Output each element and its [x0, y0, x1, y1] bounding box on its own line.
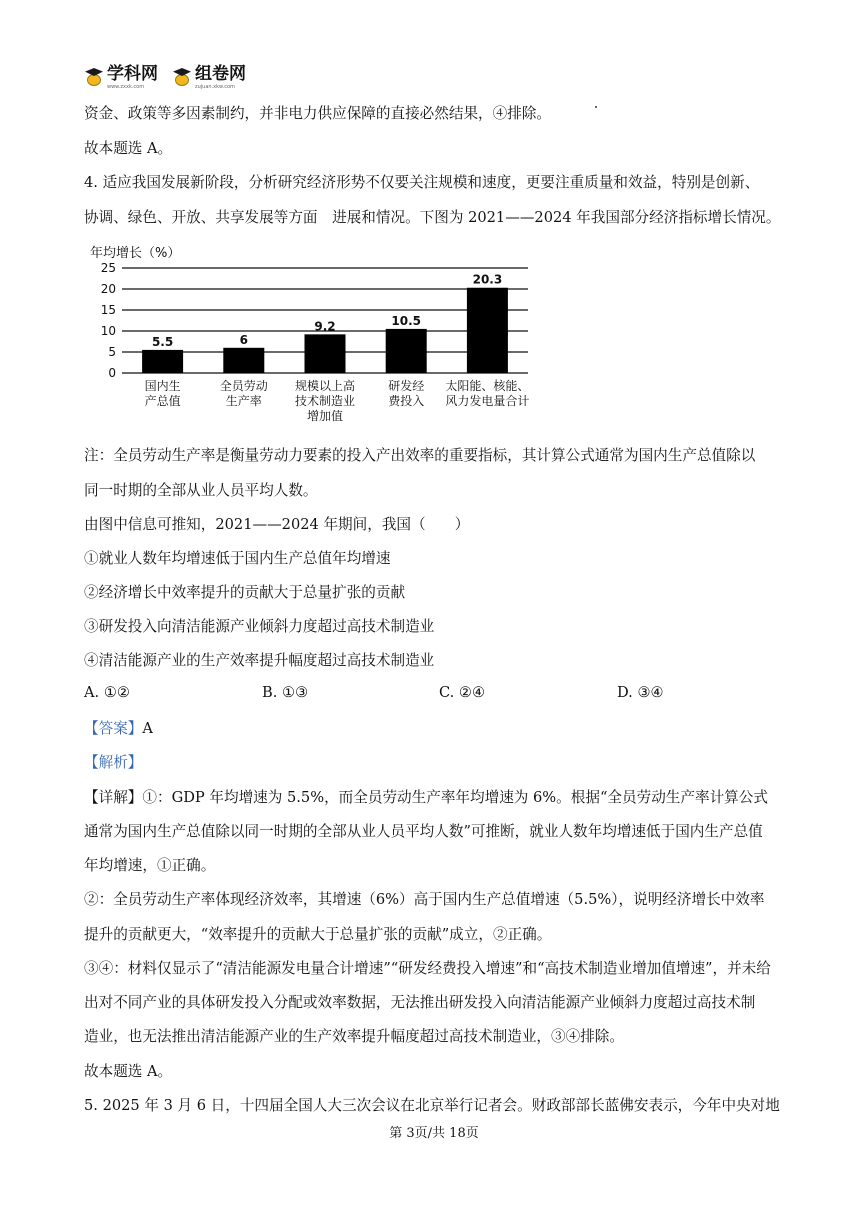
- zujuan-logo: [172, 64, 246, 90]
- header-logos: [84, 64, 246, 90]
- zujuan-logo-sub: zujuan.xkw.com: [195, 84, 235, 90]
- analysis-label: 【解析】: [84, 754, 143, 771]
- answer-choices: [84, 684, 784, 704]
- bar: [467, 288, 508, 373]
- x-tick-label: 增加值: [306, 409, 344, 423]
- scholar-cap-icon: [172, 68, 192, 86]
- answer-value: A: [142, 720, 153, 737]
- bar: [305, 334, 346, 373]
- x-tick-label: 风力发电量合计: [445, 394, 530, 408]
- y-tick-label: 0: [108, 366, 116, 380]
- y-tick-label: 25: [100, 261, 116, 275]
- stray-dot: [595, 106, 597, 108]
- x-tick-label: 国内生: [144, 379, 181, 393]
- detail-line: 出对不同产业的具体研发投入分配或效率数据，无法推出研发投入向清洁能源产业倾斜力度超过高技术制: [84, 994, 756, 1011]
- zxxk-logo-sub: www.zxxk.com: [107, 84, 145, 90]
- data-label: 20.3: [472, 272, 503, 287]
- growth-bar-chart: [90, 243, 550, 428]
- x-tick-label: 技术制造业: [294, 394, 356, 408]
- data-label: 6: [239, 332, 248, 347]
- statement-4: ④清洁能源产业的生产效率提升幅度超过高技术制造业: [84, 652, 435, 669]
- data-label: 5.5: [151, 334, 174, 349]
- y-tick-label: 5: [108, 345, 116, 359]
- question-ask: 由图中信息可推知，2021——2024 年期间，我国（ ）: [84, 516, 470, 533]
- bar: [386, 329, 427, 373]
- detail-line: 年均增速，①正确。: [84, 857, 216, 874]
- x-tick-label: 生产率: [225, 394, 262, 408]
- detail-line: ③④：材料仅显示了“清洁能源发电量合计增速”“研发经费投入增速”和“高技术制造业增加值增速”，并未给: [84, 960, 771, 977]
- statement-2: ②经济增长中效率提升的贡献大于总量扩张的贡献: [84, 584, 406, 601]
- zujuan-logo-text: 组卷网: [195, 64, 246, 84]
- statement-3: ③研发投入向清洁能源产业倾斜力度超过高技术制造业: [84, 618, 435, 635]
- statement-1: ①就业人数年均增速低于国内生产总值年均增速: [84, 550, 391, 567]
- detail-line: 【详解】①：GDP 年均增速为 5.5%，而全员劳动生产率年均增速为 6%。根据“全员劳动生产率计算公式: [84, 789, 768, 806]
- x-tick-label: 费投入: [388, 394, 425, 408]
- zxxk-logo-text: 学科网: [107, 64, 158, 84]
- question-4-stem: 协调、绿色、开放、共享发展等方面 进展和情况。下图为 2021——2024 年我国部分经济指标增长情况。: [84, 209, 781, 226]
- bar: [142, 350, 183, 373]
- choice-b[interactable]: B. ①③: [262, 684, 309, 701]
- page-number: 第 3页/共 18页: [389, 1126, 479, 1141]
- x-tick-label: 规模以上高: [294, 379, 356, 393]
- answer-line: [84, 719, 153, 739]
- detail-line: 造业，也无法推出清洁能源产业的生产效率提升幅度超过高技术制造业，③④排除。: [84, 1028, 624, 1045]
- y-axis-title: 年均增长（%）: [90, 246, 181, 261]
- data-label: 9.2: [314, 319, 336, 334]
- zxxk-logo: [84, 64, 158, 90]
- y-tick-label: 10: [100, 324, 116, 338]
- choice-c[interactable]: C. ②④: [439, 684, 486, 701]
- text-line: 故本题选 A。: [84, 140, 173, 157]
- x-tick-label: 研发经: [388, 379, 425, 393]
- detail-line: 故本题选 A。: [84, 1063, 173, 1080]
- answer-label: 【答案】: [84, 720, 143, 737]
- y-tick-label: 15: [100, 303, 116, 317]
- chart-note: 注：全员劳动生产率是衡量劳动力要素的投入产出效率的重要指标，其计算公式通常为国内生产总值除以: [84, 447, 756, 464]
- detail-line: 提升的贡献更大，“效率提升的贡献大于总量扩张的贡献”成立，②正确。: [84, 926, 552, 943]
- detail-line: 通常为国内生产总值除以同一时期的全部从业人员平均人数”可推断，就业人数年均增速低于国内生产总值: [84, 823, 763, 840]
- question-4-stem: 4. 适应我国发展新阶段，分析研究经济形势不仅要关注规模和速度，更要注重质量和效益，特别是创新、: [84, 174, 760, 191]
- bar: [223, 348, 264, 373]
- text-line: 资金、政策等多因素制约，并非电力供应保障的直接必然结果，④排除。: [84, 105, 552, 122]
- y-tick-label: 20: [100, 282, 116, 296]
- x-tick-label: 产总值: [144, 394, 181, 408]
- detail-line: ②：全员劳动生产率体现经济效率，其增速（6%）高于国内生产总值增速（5.5%），说明经济增长中效率: [84, 891, 765, 908]
- x-tick-label: 全员劳动: [219, 379, 268, 393]
- scholar-cap-icon: [84, 68, 104, 86]
- choice-d[interactable]: D. ③④: [617, 684, 664, 701]
- data-label: 10.5: [391, 313, 422, 328]
- x-tick-label: 太阳能、核能、: [445, 379, 530, 393]
- chart-note: 同一时期的全部从业人员平均人数。: [84, 482, 318, 499]
- question-5-stem: 5. 2025 年 3 月 6 日，十四届全国人大三次会议在北京举行记者会。财政部部长蓝佛安表示，今年中央对地: [84, 1097, 780, 1114]
- choice-a[interactable]: A. ①②: [84, 684, 130, 701]
